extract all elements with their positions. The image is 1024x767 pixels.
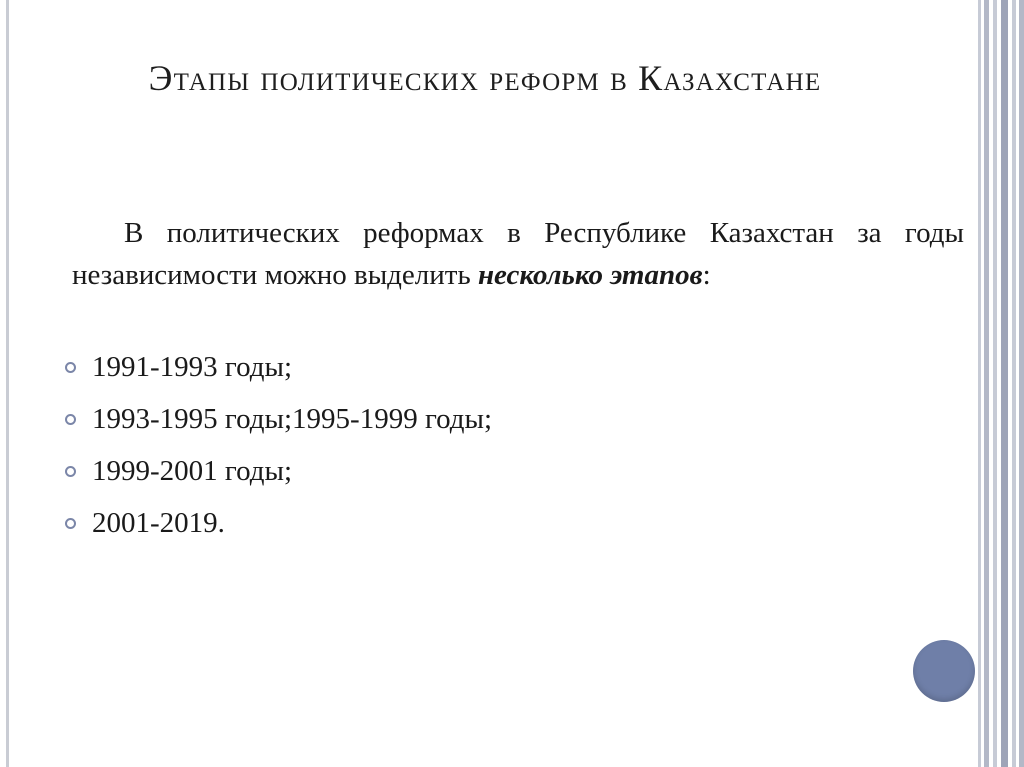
slide-title: Этапы политических реформ в Казахстане [148, 58, 822, 98]
left-frame-line [6, 0, 9, 767]
stages-list [60, 343, 940, 551]
right-stripe [1019, 0, 1024, 767]
right-stripe [978, 0, 981, 767]
list-item-text: 2001-2019. [92, 507, 225, 539]
intro-text: В политических реформах в Республике Казахстан за годы независимости можно выделить [72, 217, 964, 291]
right-stripe [1012, 0, 1016, 767]
intro-emphasis: несколько этапов [477, 259, 703, 291]
list-item-text: 1999-2001 годы; [92, 455, 293, 487]
list-item [60, 447, 940, 499]
right-stripe [984, 0, 989, 767]
ring-bullet-icon [65, 414, 76, 425]
list-item [60, 395, 940, 447]
intro-paragraph [72, 212, 964, 296]
right-stripe [1001, 0, 1008, 767]
list-item [60, 343, 940, 395]
list-item-text: 1993-1995 годы;1995-1999 годы; [92, 403, 493, 435]
ring-bullet-icon [65, 466, 76, 477]
list-item-text: 1991-1993 годы; [92, 351, 293, 383]
right-stripe [993, 0, 997, 767]
ring-bullet-icon [65, 362, 76, 373]
ring-bullet-icon [65, 518, 76, 529]
decorative-circle-icon [913, 640, 975, 702]
list-item [60, 499, 940, 551]
intro-suffix: : [702, 259, 711, 291]
